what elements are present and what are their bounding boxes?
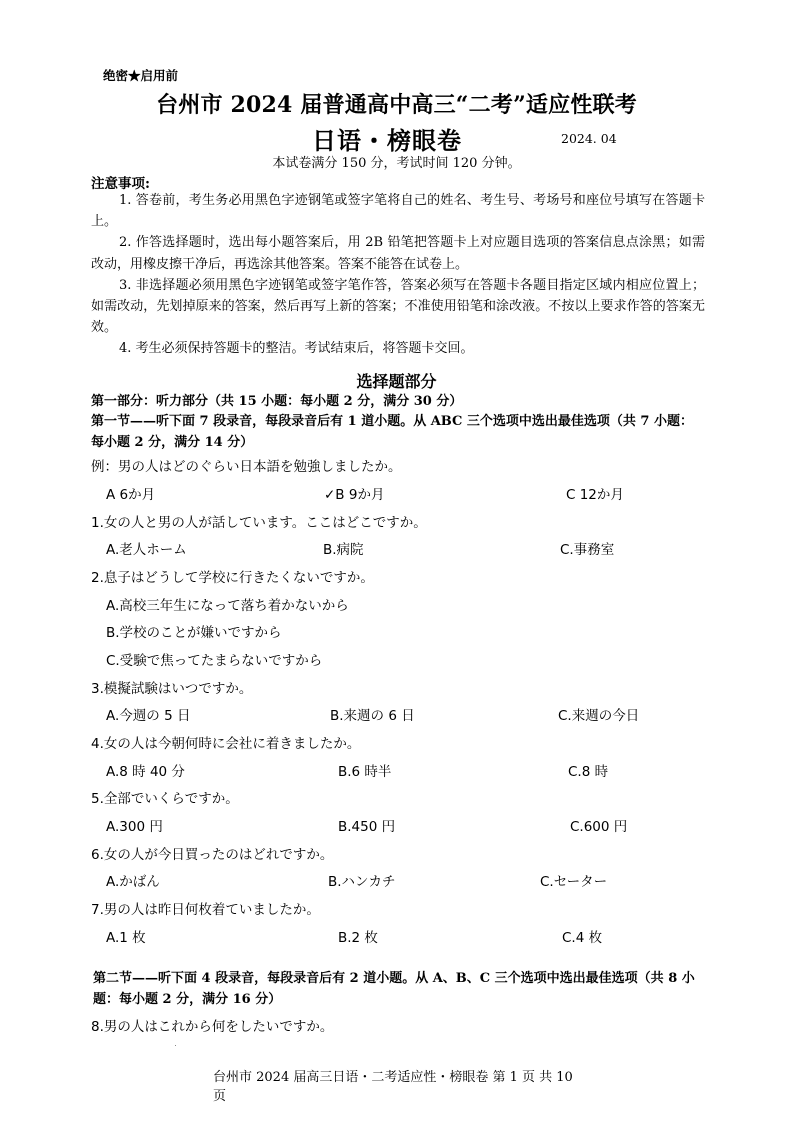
part1-heading: 第一部分：听力部分（共 15 小题：每小题 2 分，满分 30 分） <box>91 394 463 409</box>
notice-item: 2. 作答选择题时，选出每小题答案后，用 2B 铅笔把答题卡上对应题目选项的答案信息点涂黑；如需改动，用橡皮擦干净后，再选涂其他答案。答案不能答在试卷上。 <box>91 235 705 272</box>
option-b-checked: ✓B 9か月 <box>324 487 385 503</box>
option-c: C.8 時 <box>568 764 609 780</box>
option-c: C.セーター <box>540 874 608 890</box>
question-2: 2.息子はどうして学校に行きたくないですか。 <box>91 570 374 586</box>
scan-dot <box>175 1045 176 1046</box>
notice-heading: 注意事项: <box>91 176 150 192</box>
option-b: B.学校のことが嫌いですから <box>106 625 282 641</box>
section-heading: 选择题部分 <box>356 372 437 391</box>
section1-instruction: 第一节——听下面 7 段录音，每段录音后有 1 道小题。从 ABC 三个选项中选出最佳选项（共 7 小题：每小题 2 分，满分 14 分） <box>91 414 694 450</box>
option-a: A.300 円 <box>106 819 163 835</box>
notice-item: 3. 非选择题必须用黑色字迹钢笔或签字笔作答，答案必须写在答题卡各题目指定区域内相应位置上；如需改动，先划掉原来的答案，然后再写上新的答案；不准使用铅笔和涂改液。不按以上要求作答的答案无效。 <box>91 277 705 336</box>
question-8: 8.男の人はこれから何をしたいですか。 <box>91 1019 334 1035</box>
question-6: 6.女の人が今日買ったのはどれですか。 <box>91 847 334 863</box>
option-c: C.事務室 <box>560 542 615 558</box>
option-a: A.8 時 40 分 <box>106 764 185 780</box>
option-a: A.高校三年生になって落ち着かないから <box>106 598 349 614</box>
question-1: 1.女の人と男の人が話しています。ここはどこですか。 <box>91 515 427 531</box>
option-b: B.6 時半 <box>338 764 392 780</box>
section2-instruction: 第二节——听下面 4 段录音，每段录音后有 2 道小题。从 A、B、C 三个选项中选出最佳选项（共 8 小题：每小题 2 分，满分 16 分） <box>93 971 695 1007</box>
option-b: B.2 枚 <box>338 930 378 946</box>
notice-list <box>91 190 705 360</box>
question-3: 3.模擬試験はいつですか。 <box>91 681 253 697</box>
option-c: C.4 枚 <box>562 930 603 946</box>
secret-label: 绝密★启用前 <box>103 68 179 83</box>
option-c: C.600 円 <box>570 819 628 835</box>
option-b: B.病院 <box>323 542 364 558</box>
exam-title: 台州市 2024 届普通高中高三“二考”适应性联考 <box>156 92 637 118</box>
subject-title: 日语・榜眼卷 <box>312 127 462 155</box>
page-footer: 台州市 2024 届高三日语・二考适应性・榜眼卷 第 1 页 共 10 <box>213 1070 573 1085</box>
option-a: A.かばん <box>106 874 160 890</box>
option-a: A 6か月 <box>106 487 156 503</box>
option-a: A.今週の 5 日 <box>106 708 191 724</box>
question-example: 例：男の人はどのぐらい日本語を勉強しましたか。 <box>91 459 402 475</box>
option-b: B.来週の 6 日 <box>330 708 415 724</box>
question-4: 4.女の人は今朝何時に会社に着きましたか。 <box>91 736 361 752</box>
notice-item: 4. 考生必须保持答题卡的整洁。考试结束后，将答题卡交回。 <box>119 341 474 357</box>
question-5: 5.全部でいくらですか。 <box>91 791 239 807</box>
option-a: A.1 枚 <box>106 930 146 946</box>
question-7: 7.男の人は昨日何枚着ていましたか。 <box>91 902 320 918</box>
option-c: C.受験で焦ってたまらないですから <box>106 653 323 669</box>
page-footer-continued: 页 <box>213 1089 227 1104</box>
option-c: C.来週の今日 <box>558 708 640 724</box>
exam-intro: 本试卷满分 150 分，考试时间 120 分钟。 <box>272 156 521 171</box>
option-b: B.ハンカチ <box>328 874 396 890</box>
option-b: B.450 円 <box>338 819 396 835</box>
exam-date: 2024. 04 <box>561 131 617 146</box>
notice-item: 1. 答卷前，考生务必用黑色字迹钢笔或签字笔将自己的姓名、考生号、考场号和座位号填写在答题卡上。 <box>91 193 705 230</box>
option-c: C 12か月 <box>566 487 624 503</box>
option-a: A.老人ホーム <box>106 542 187 558</box>
